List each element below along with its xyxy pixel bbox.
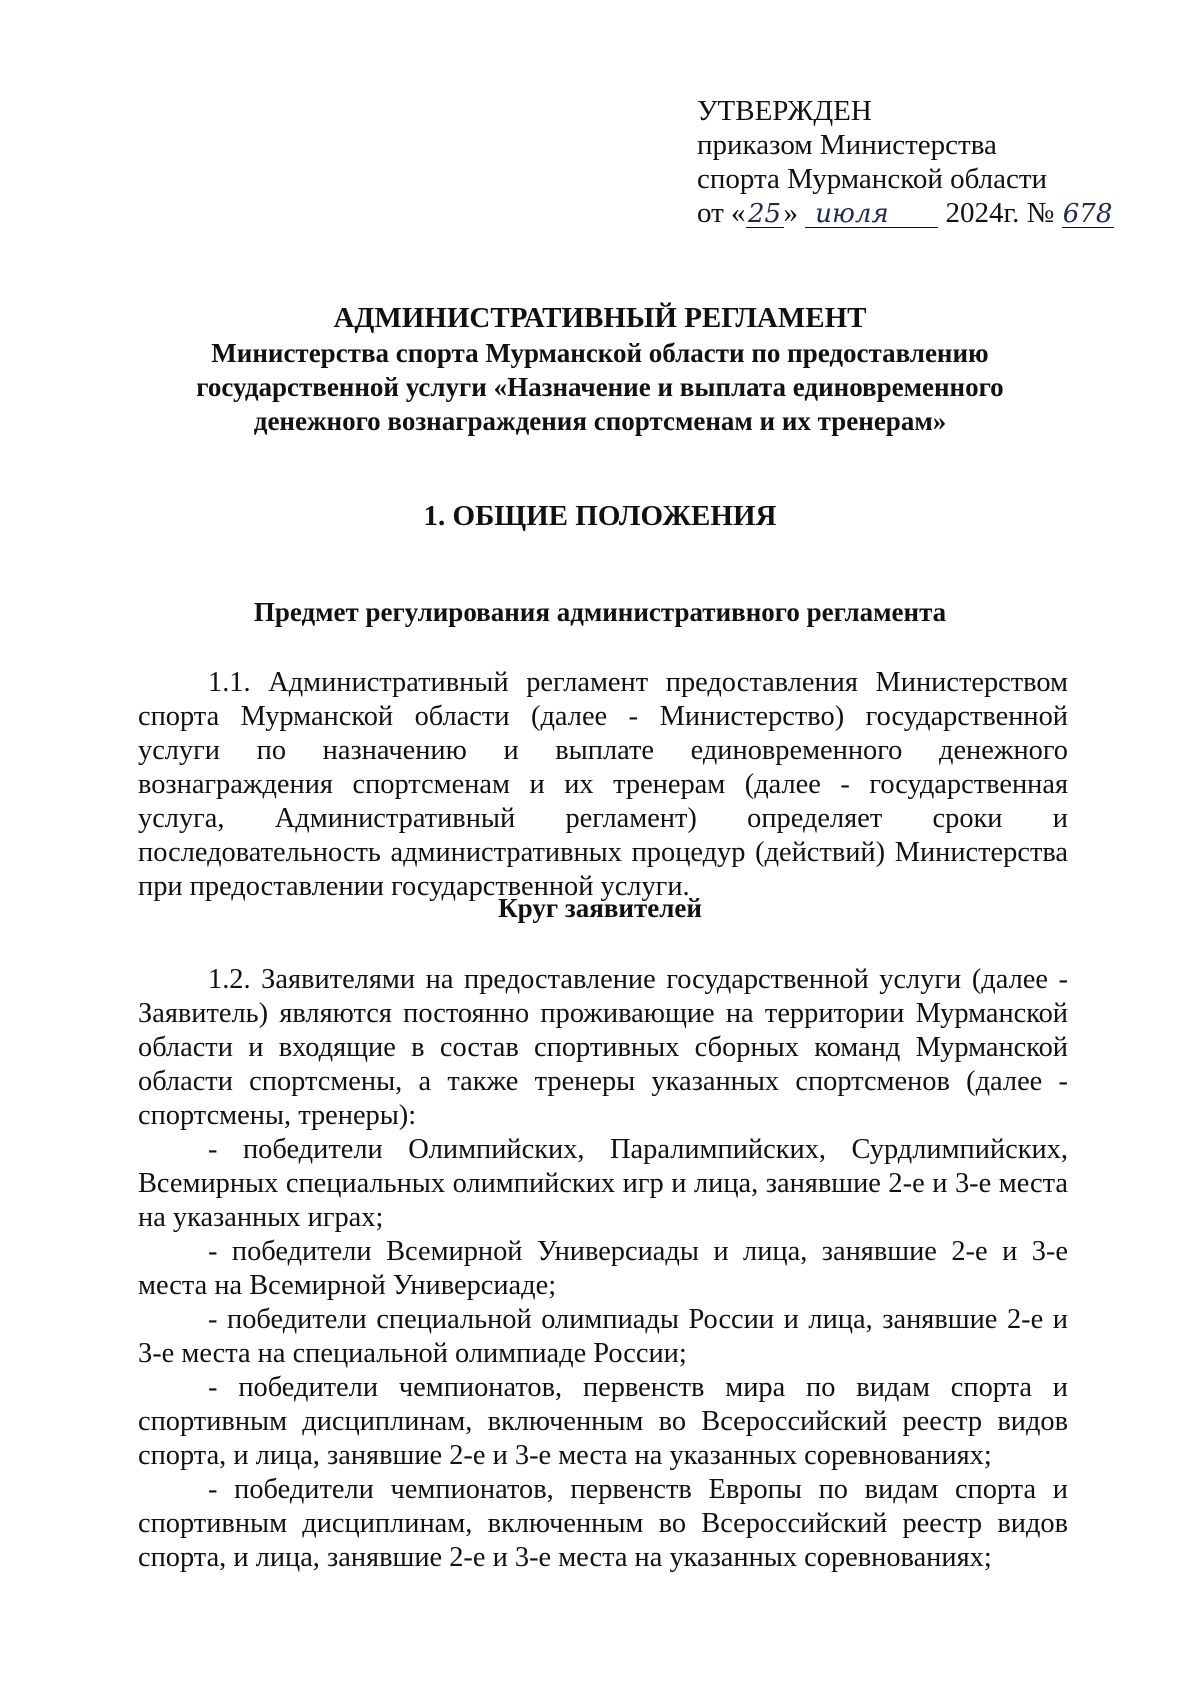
title-line-2: государственной услуги «Назначение и выплата единовременного [196, 372, 1004, 402]
document-title [130, 300, 1070, 438]
list-item: - победители Всемирной Универсиады и лица, занявшие 2-е и 3-е места на Всемирной Универсиаде; [138, 1236, 1068, 1301]
subheading-subject: Предмет регулирования административного регламента [253, 597, 947, 627]
approval-stamp [697, 94, 1114, 230]
title-line-1: Министерства спорта Мурманской области по предоставлению [211, 338, 989, 368]
date-mid: » [783, 197, 799, 229]
paragraph-1-2-text: 1.2. Заявителями на предоставление государственной услуги (далее - Заявитель) являются постоянно проживающие на территории Мурманской области и входящие в состав спортивных сборных команд Мурманской области спортсмены, а также тренеры указанных спортсменов (далее - спортсмены, тренеры): [138, 964, 1068, 1131]
approval-line-3: спорта Мурманской области [697, 163, 1048, 195]
paragraph-1-2 [138, 963, 1068, 1575]
list-item: - победители чемпионатов, первенств мира по видам спорта и спортивным дисциплинам, включенным во Всероссийский реестр видов спорта, и лица, занявшие 2-е и 3-е места на указанных соревнованиях; [138, 1372, 1068, 1471]
section-heading: 1. ОБЩИЕ ПОЛОЖЕНИЯ [423, 500, 777, 532]
list-item: - победители специальной олимпиады России и лица, занявшие 2-е и 3-е места на специальной олимпиаде России; [138, 1304, 1068, 1369]
approval-date-line [697, 196, 1114, 230]
order-number: 678 [1062, 199, 1113, 229]
date-month: июля [805, 201, 938, 228]
paragraph-1-1 [138, 666, 1068, 904]
subheading-applicants: Круг заявителей [498, 893, 702, 923]
list-item: - победители Олимпийских, Паралимпийских, Сурдлимпийских, Всемирных специальных олимпийских игр и лица, занявшие 2-е и 3-е места на указанных играх; [138, 1134, 1068, 1233]
approval-line-2: приказом Министерства [697, 129, 997, 161]
approval-line-1: УТВЕРЖДЕН [697, 95, 872, 127]
title-main: АДМИНИСТРАТИВНЫЙ РЕГЛАМЕНТ [333, 302, 867, 334]
title-line-3: денежного вознаграждения спортсменам и их тренерам» [253, 406, 947, 436]
date-prefix: от « [697, 197, 746, 229]
paragraph-1-1-text: 1.1. Административный регламент предоставления Министерством спорта Мурманской области (далее - Министерство) государственной услуги по назначению и выплате единовременного денежного вознаграждения спортсменам и их тренерам (далее - государственная услуга, Административный регламент) определяет сроки и последовательность административных процедур (действий) Министерства при предоставлении государственной услуги. [138, 667, 1068, 902]
date-year: 2024г. № [945, 197, 1055, 229]
date-day: 25 [746, 201, 784, 228]
list-item: - победители чемпионатов, первенств Европы по видам спорта и спортивным дисциплинам, включенным во Всероссийский реестр видов спорта, и лица, занявшие 2-е и 3-е места на указанных соревнованиях; [138, 1474, 1068, 1573]
